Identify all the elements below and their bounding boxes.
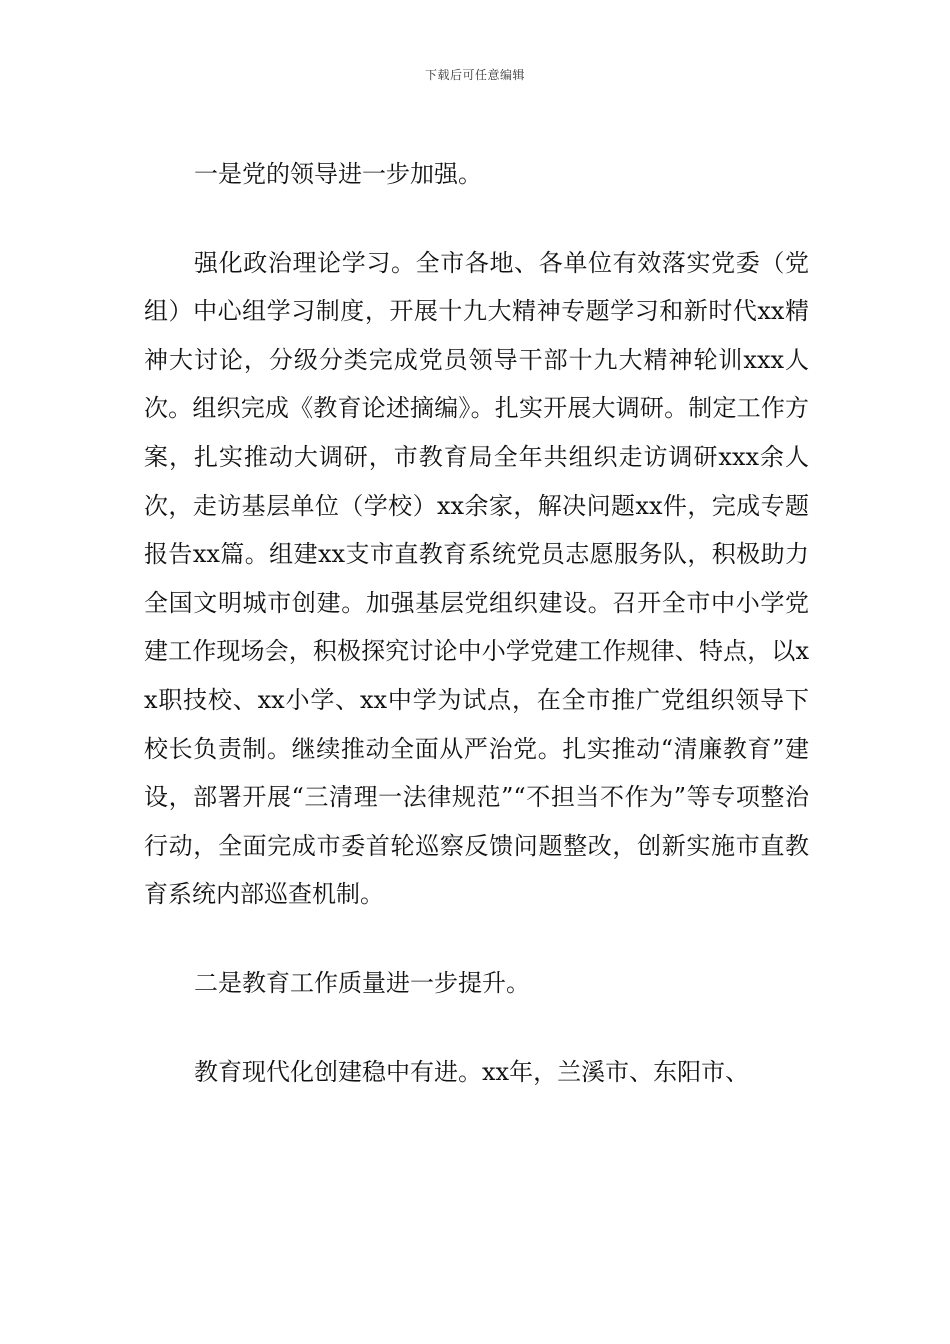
paragraph-gap <box>144 1008 809 1048</box>
section-body-2: 教育现代化创建稳中有进。xx年，兰溪市、东阳市、 <box>194 1057 750 1086</box>
header-note: 下载后可任意编辑 <box>424 68 525 82</box>
paragraph-gap <box>144 919 809 959</box>
section-body-1: 强化政治理论学习。全市各地、各单位有效落实党委（党组）中心组学习制度，开展十九大精神专题学习和新时代xx精神大讨论，分级分类完成党员领导干部十九大精神轮训xxx人次。组织完成《教育论述摘编》。扎实开展大调研。制定工作方案，扎实推动大调研，市教育局全年共组织走访调研xxx余人次，走访基层单位（学校）xx余家，解决问题xx件，完成专题报告xx篇。组建xx支市直教育系统党员志愿服务队，积极助力全国文明城市创建。加强基层党组织建设。召开全市中小学党建工作现场会，积极探究讨论中小学党建工作规律、特点，以xx职技校、xx小学、xx中学为试点，在全市推广党组织领导下校长负责制。继续推动全面从严治党。扎实推动“清廉教育”建设，部署开展“三清理一法律规范”“不担当不作为”等专项整治行动，全面完成市委首轮巡察反馈问题整改，创新实施市直教育系统内部巡查机制。 <box>144 248 809 909</box>
document-body <box>144 150 809 1096</box>
section-heading-2: 二是教育工作质量进一步提升。 <box>194 968 530 997</box>
paragraph-gap <box>144 199 809 239</box>
section-heading-1: 一是党的领导进一步加强。 <box>194 160 482 188</box>
